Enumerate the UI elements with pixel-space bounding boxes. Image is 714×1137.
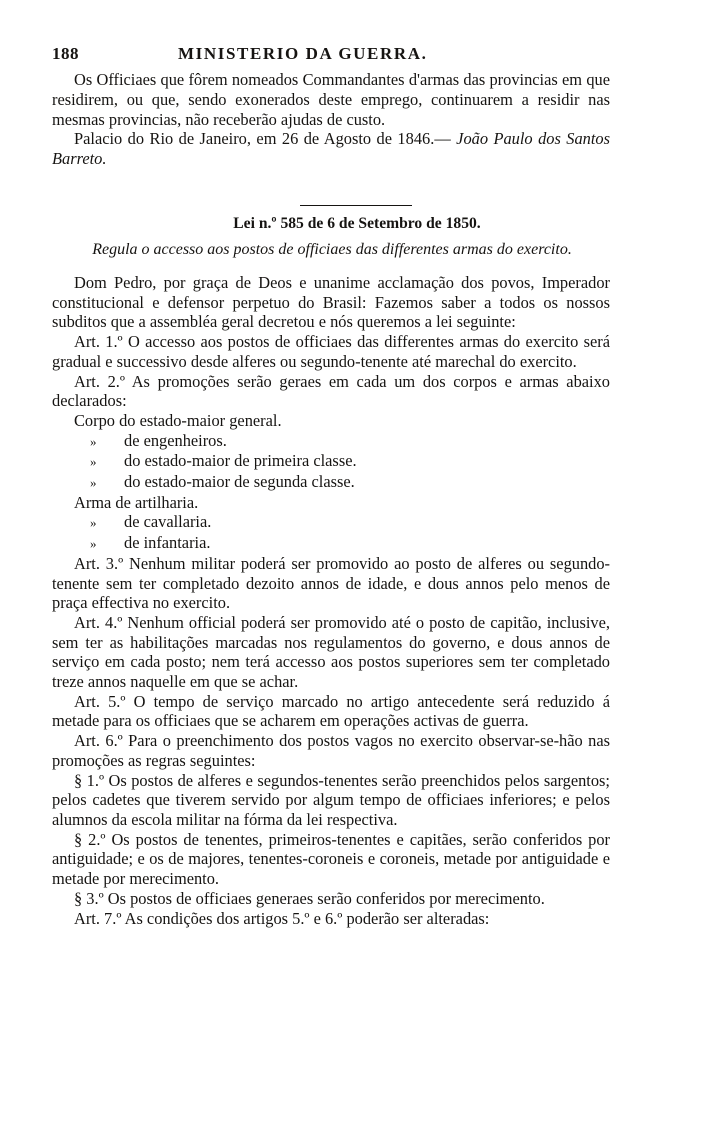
law-body xyxy=(52,273,610,928)
law-title: Lei n.º 585 de 6 de Setembro de 1850. xyxy=(233,215,481,232)
corps-item-text: de engenheiros. xyxy=(124,430,227,450)
article-2: Art. 2.º As promoções serão geraes em cada um dos corpos e armas abaixo declarados: xyxy=(52,371,610,411)
section-1: § 1.º Os postos de alferes e segundos-tenentes serão preenchidos pelos sargentos; pelos cadetes que tiverem servido por algum tempo de officiaes inferiores; e pelos alumnos da escola militar na fórma da lei respectiva. xyxy=(52,770,610,829)
list-marker: » xyxy=(90,515,97,531)
signature-name: João Paulo dos Santos Barreto. xyxy=(52,129,610,169)
arms-item-text: de cavallaria. xyxy=(124,512,212,532)
arms-item-text: de infantaria. xyxy=(124,533,211,553)
section-divider xyxy=(300,205,412,206)
signature-place: Palacio do Rio de Janeiro, em 26 de Agosto de 1846.— xyxy=(74,129,451,149)
intro-block xyxy=(52,70,610,169)
article-3: Art. 3.º Nenhum militar poderá ser promovido ao posto de alferes ou segundo-tenente sem ter completado dezoito annos de idade, e dous annos pelo menos de praça effectiva no exercito. xyxy=(52,553,610,613)
intro-paragraph: Os Officiaes que fôrem nomeados Commandantes d'armas das provincias em que residirem, ou que, sendo exonerados deste emprego, continuarem a residir nas mesmas provincias, não receberão ajudas de custo. xyxy=(52,70,610,129)
article-1: Art. 1.º O accesso aos postos de officiaes das differentes armas do exercito será gradual e successivo desde alferes ou segundo-tenente até marechal do exercito. xyxy=(52,332,610,371)
list-marker: » xyxy=(90,454,97,470)
list-marker: » xyxy=(90,475,97,491)
list-marker: » xyxy=(90,433,97,449)
corps-item xyxy=(52,431,610,452)
article-4: Art. 4.º Nenhum official poderá ser promovido até o posto de capitão, inclusive, sem ter as habilitações marcadas nos regulamentos do governo, e dous annos de serviço em cada posto; nem terá accesso aos postos superiores sem ter completado treze annos naquelle em que se achar. xyxy=(52,612,610,692)
running-head: MINISTERIO DA GUERRA. xyxy=(178,44,428,63)
arms-item xyxy=(52,533,610,554)
signature-line xyxy=(52,129,610,169)
page-header xyxy=(52,44,612,70)
law-preamble: Dom Pedro, por graça de Deos e unanime acclamação dos povos, Imperador constitucional e defensor perpetuo do Brasil: Fazemos saber a todos os nossos subditos que a assembléa geral decretou e nós queremos a lei seguinte: xyxy=(52,273,610,332)
arms-item xyxy=(52,512,610,533)
section-3: § 3.º Os postos de officiaes generaes serão conferidos por merecimento. xyxy=(74,888,545,908)
page-number: 188 xyxy=(52,44,79,63)
corps-item xyxy=(52,472,610,493)
article-7: Art. 7.º As condições dos artigos 5.º e 6.º poderão ser alteradas: xyxy=(74,908,490,928)
corps-item xyxy=(52,451,610,472)
section-2: § 2.º Os postos de tenentes, primeiros-tenentes e capitães, serão conferidos por antiguidade; e os de majores, tenentes-coroneis e coroneis, metade por antiguidade e metade por merecimento. xyxy=(52,829,610,889)
list-marker: » xyxy=(90,536,97,552)
article-6: Art. 6.º Para o preenchimento dos postos vagos no exercito observar-se-hão nas promoções as regras seguintes: xyxy=(52,731,610,770)
law-summary: Regula o accesso aos postos de officiaes das differentes armas do exercito. xyxy=(92,241,572,258)
article-5: Art. 5.º O tempo de serviço marcado no artigo antecedente será reduzido á metade para os officiaes que se acharem em operações activas de guerra. xyxy=(52,691,610,731)
corps-heading: Corpo do estado-maior general. xyxy=(74,410,282,430)
corps-item-text: do estado-maior de primeira classe. xyxy=(124,451,357,471)
corps-item-text: do estado-maior de segunda classe. xyxy=(124,472,355,492)
arms-heading: Arma de artilharia. xyxy=(74,492,199,512)
